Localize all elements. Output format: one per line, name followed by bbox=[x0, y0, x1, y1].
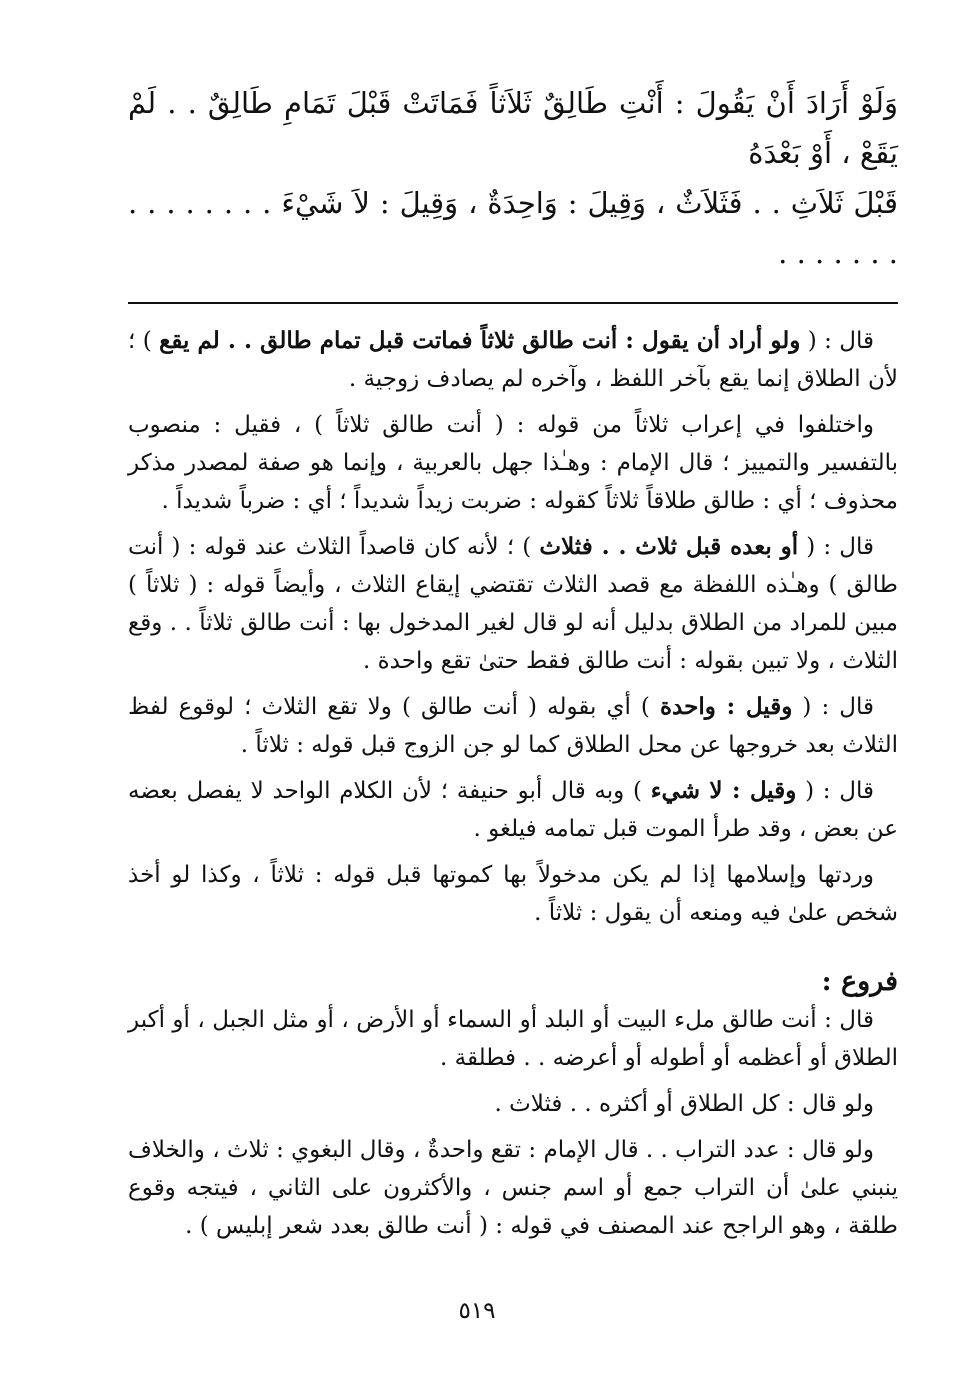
separator-line bbox=[128, 302, 898, 304]
text-run: ) أي بقوله ( أنت طالق ) ولا تقع الثلاث ؛ لوقوع لفظ الثلاث بعد خروجها عن محل الطلاق كما لو جن الزوج قبل قوله : ثلاثاً . bbox=[128, 694, 898, 758]
main-text bbox=[128, 78, 898, 278]
section-heading: فروع : bbox=[821, 966, 898, 997]
commentary-paragraph: قال : أنت طالق ملء البيت أو البلد أو السماء أو الأرض ، أو مثل الجبل ، أو أكبر الطلاق أو أعظمه أو أطوله أو أعرضه . . فطلقة . bbox=[128, 1007, 898, 1071]
text-run: ) وبه قال أبو حنيفة ؛ لأن الكلام الواحد لا يفصل بعضه عن بعض ، وقد طرأ الموت قبل تمامه فيلغو . bbox=[128, 778, 898, 842]
text-run: قال : ( bbox=[792, 694, 875, 720]
quoted-text: أو بعده قبل ثلاث . . فثلاث bbox=[539, 533, 799, 560]
commentary-paragraph: واختلفوا في إعراب ثلاثاً من قوله : ( أنت طالق ثلاثاً ) ، فقيل : منصوب بالتفسير والتمييز ؛ قال الإمام : وهـٰذا جهل بالعربية ، وإنما هو صفة لمصدر مذكر محذوف ؛ أي : طالق طلاقاً ثلاثاً كقوله : ضربت زيداً شديداً ؛ أي : ضرباً شديداً . bbox=[128, 412, 898, 514]
text-run: قال : ( bbox=[800, 328, 875, 354]
commentary-paragraph bbox=[128, 322, 898, 398]
commentary-paragraph: ولو قال : عدد التراب . . قال الإمام : تقع واحدةٌ ، وقال البغوي : ثلاث ، والخلاف ينبني علىٰ أن التراب جمع أو اسم جنس ، والأكثرون على الثاني ، فيتجه وقوع طلقة ، وهو الراجح عند المصنف في قوله : ( أنت طالق بعدد شعر إبليس ) . bbox=[128, 1137, 898, 1239]
text-run: قال : ( bbox=[798, 534, 874, 560]
text-run: ) ؛ لأن الطلاق إنما يقع بآخر اللفظ ، وآخره لم يصادف زوجية . bbox=[128, 328, 898, 392]
quoted-text: ولو أراد أن يقول : أنت طالق ثلاثاً فماتت قبل تمام طالق . . لم يقع bbox=[159, 327, 801, 354]
main-text-line: قَبْلَ ثَلاَثِ . . فَثَلاَثٌ ، وَقِيلَ : وَاحِدَةٌ ، وَقِيلَ : لاَ شَيْءَ . . . . . . . . . . . . . . . bbox=[128, 186, 898, 270]
commentary-paragraph bbox=[128, 772, 898, 848]
commentary-paragraph: ولو قال : كل الطلاق أو أكثره . . فثلاث . bbox=[494, 1091, 874, 1117]
quoted-text: وقيل : لا شيء bbox=[650, 777, 797, 804]
text-run: قال : ( bbox=[796, 778, 874, 804]
commentary-paragraph bbox=[128, 528, 898, 680]
commentary-paragraph: وردتها وإسلامها إذا لم يكن مدخولاً بها كموتها قبل قوله : ثلاثاً ، وكذا لو أخذ شخص علىٰ فيه ومنعه أن يقول : ثلاثاً . bbox=[128, 862, 898, 926]
commentary bbox=[128, 322, 898, 1245]
commentary-paragraph bbox=[128, 688, 898, 764]
text-run: ) ؛ لأنه كان قاصداً الثلاث عند قوله : ( أنت طالق ) وهـٰذه اللفظة مع قصد الثلاث تقتضي إيقاع الثلاث ، وأيضاً قوله : ( ثلاثاً ) مبين للمراد من الطلاق بدليل أنه لو قال لغير المدخول بها : أنت طالق ثلاثاً . . وقع الثلاث ، ولا تبين بقوله : أنت طالق فقط حتىٰ تقع واحدة . bbox=[128, 534, 898, 674]
page-number: ٥١٩ bbox=[458, 1298, 496, 1324]
quoted-text: وقيل : واحدة bbox=[659, 693, 793, 720]
main-text-line: وَلَوْ أَرَادَ أَنْ يَقُولَ : أَنْتِ طَالِقٌ ثَلاَثاً فَمَاتَتْ قَبْلَ تَمَامِ طَالِقٌ . . لَمْ يَقَعْ ، أَوْ بَعْدَهُ bbox=[128, 86, 898, 170]
